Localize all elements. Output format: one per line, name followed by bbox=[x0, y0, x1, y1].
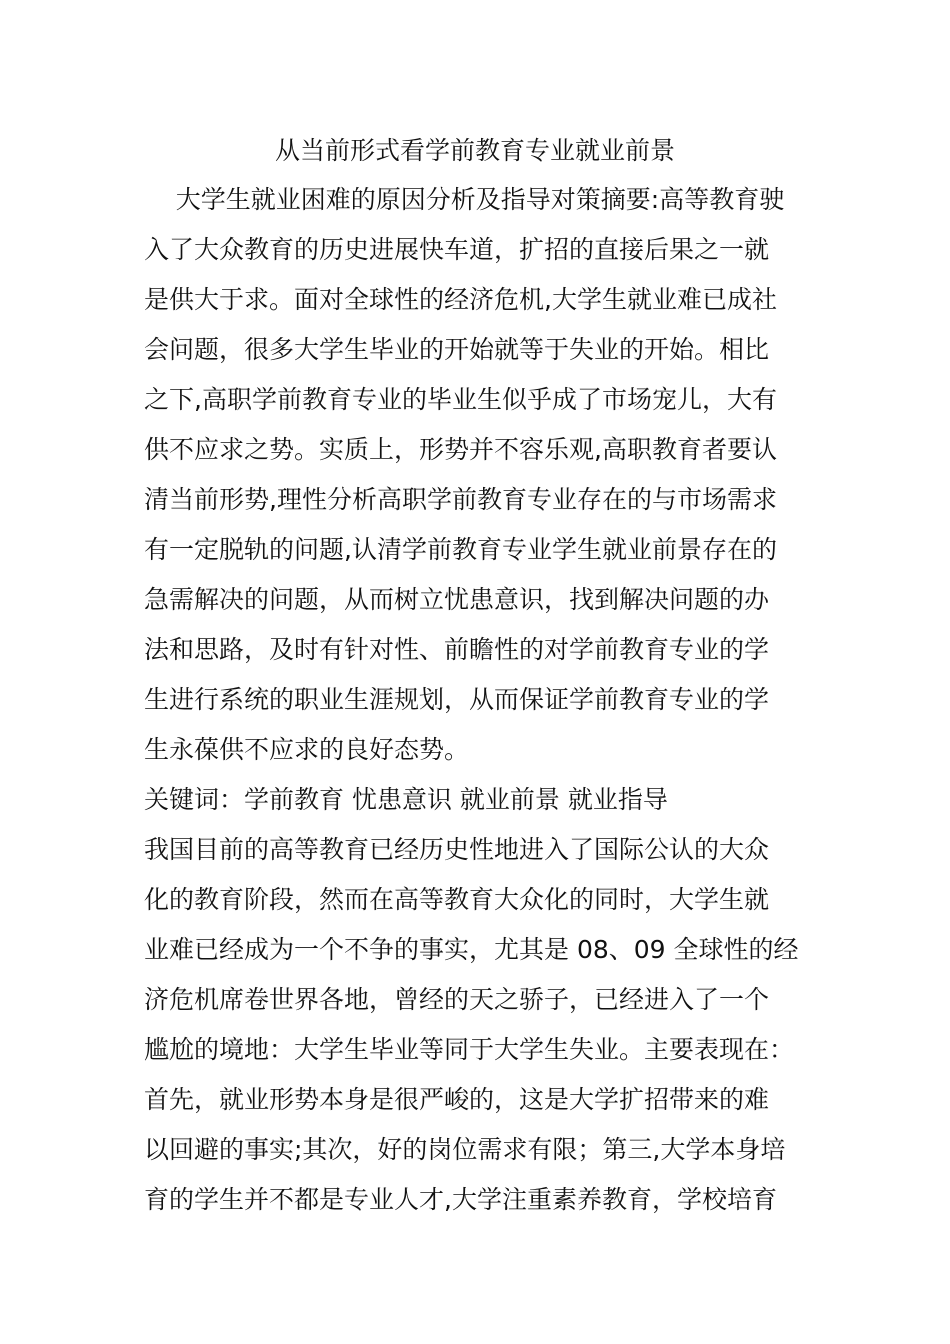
body-line: 化的教育阶段，然而在高等教育大众化的同时，大学生就 bbox=[144, 885, 770, 914]
abstract-line: 供不应求之势。实质上，形势并不容乐观,高职教育者要认 bbox=[144, 435, 777, 464]
document-title: 从当前形式看学前教育专业就业前景 bbox=[274, 136, 675, 165]
body-line: 育的学生并不都是专业人才,大学注重素养教育，学校培育 bbox=[144, 1185, 777, 1214]
abstract-paragraph bbox=[144, 175, 824, 775]
body-line: 首先，就业形势本身是很严峻的，这是大学扩招带来的难 bbox=[144, 1085, 770, 1114]
abstract-line: 清当前形势,理性分析高职学前教育专业存在的与市场需求 bbox=[144, 485, 777, 514]
abstract-line: 生进行系统的职业生涯规划，从而保证学前教育专业的学 bbox=[144, 685, 770, 714]
abstract-line: 法和思路，及时有针对性、前瞻性的对学前教育专业的学 bbox=[144, 635, 770, 664]
abstract-line: 有一定脱轨的问题,认清学前教育专业学生就业前景存在的 bbox=[144, 535, 777, 564]
abstract-line: 生永葆供不应求的良好态势。 bbox=[144, 735, 470, 764]
body-paragraph bbox=[144, 825, 824, 1225]
abstract-line: 急需解决的问题，从而树立忧患意识，找到解决问题的办 bbox=[144, 585, 770, 614]
abstract-line: 是供大于求。面对全球性的经济危机,大学生就业难已成社 bbox=[144, 285, 777, 314]
abstract-line: 入了大众教育的历史进展快车道，扩招的直接后果之一就 bbox=[144, 235, 770, 264]
abstract-line: 大学生就业困难的原因分析及指导对策摘要:高等教育驶 bbox=[144, 185, 785, 214]
body-line: 尴尬的境地：大学生毕业等同于大学生失业。主要表现在： bbox=[144, 1035, 795, 1064]
abstract-line: 会问题，很多大学生毕业的开始就等于失业的开始。相比 bbox=[144, 335, 770, 364]
abstract-line: 之下,高职学前教育专业的毕业生似乎成了市场宠儿，大有 bbox=[144, 385, 777, 414]
body-line: 济危机席卷世界各地，曾经的天之骄子，已经进入了一个 bbox=[144, 985, 770, 1014]
body-line: 业难已经成为一个不争的事实，尤其是 08、09 全球性的经 bbox=[144, 935, 799, 964]
body-line: 我国目前的高等教育已经历史性地进入了国际公认的大众 bbox=[144, 835, 770, 864]
body-line: 以回避的事实;其次，好的岗位需求有限；第三,大学本身培 bbox=[144, 1135, 786, 1164]
keywords-line: 关键词：学前教育 忧患意识 就业前景 就业指导 bbox=[144, 785, 668, 814]
